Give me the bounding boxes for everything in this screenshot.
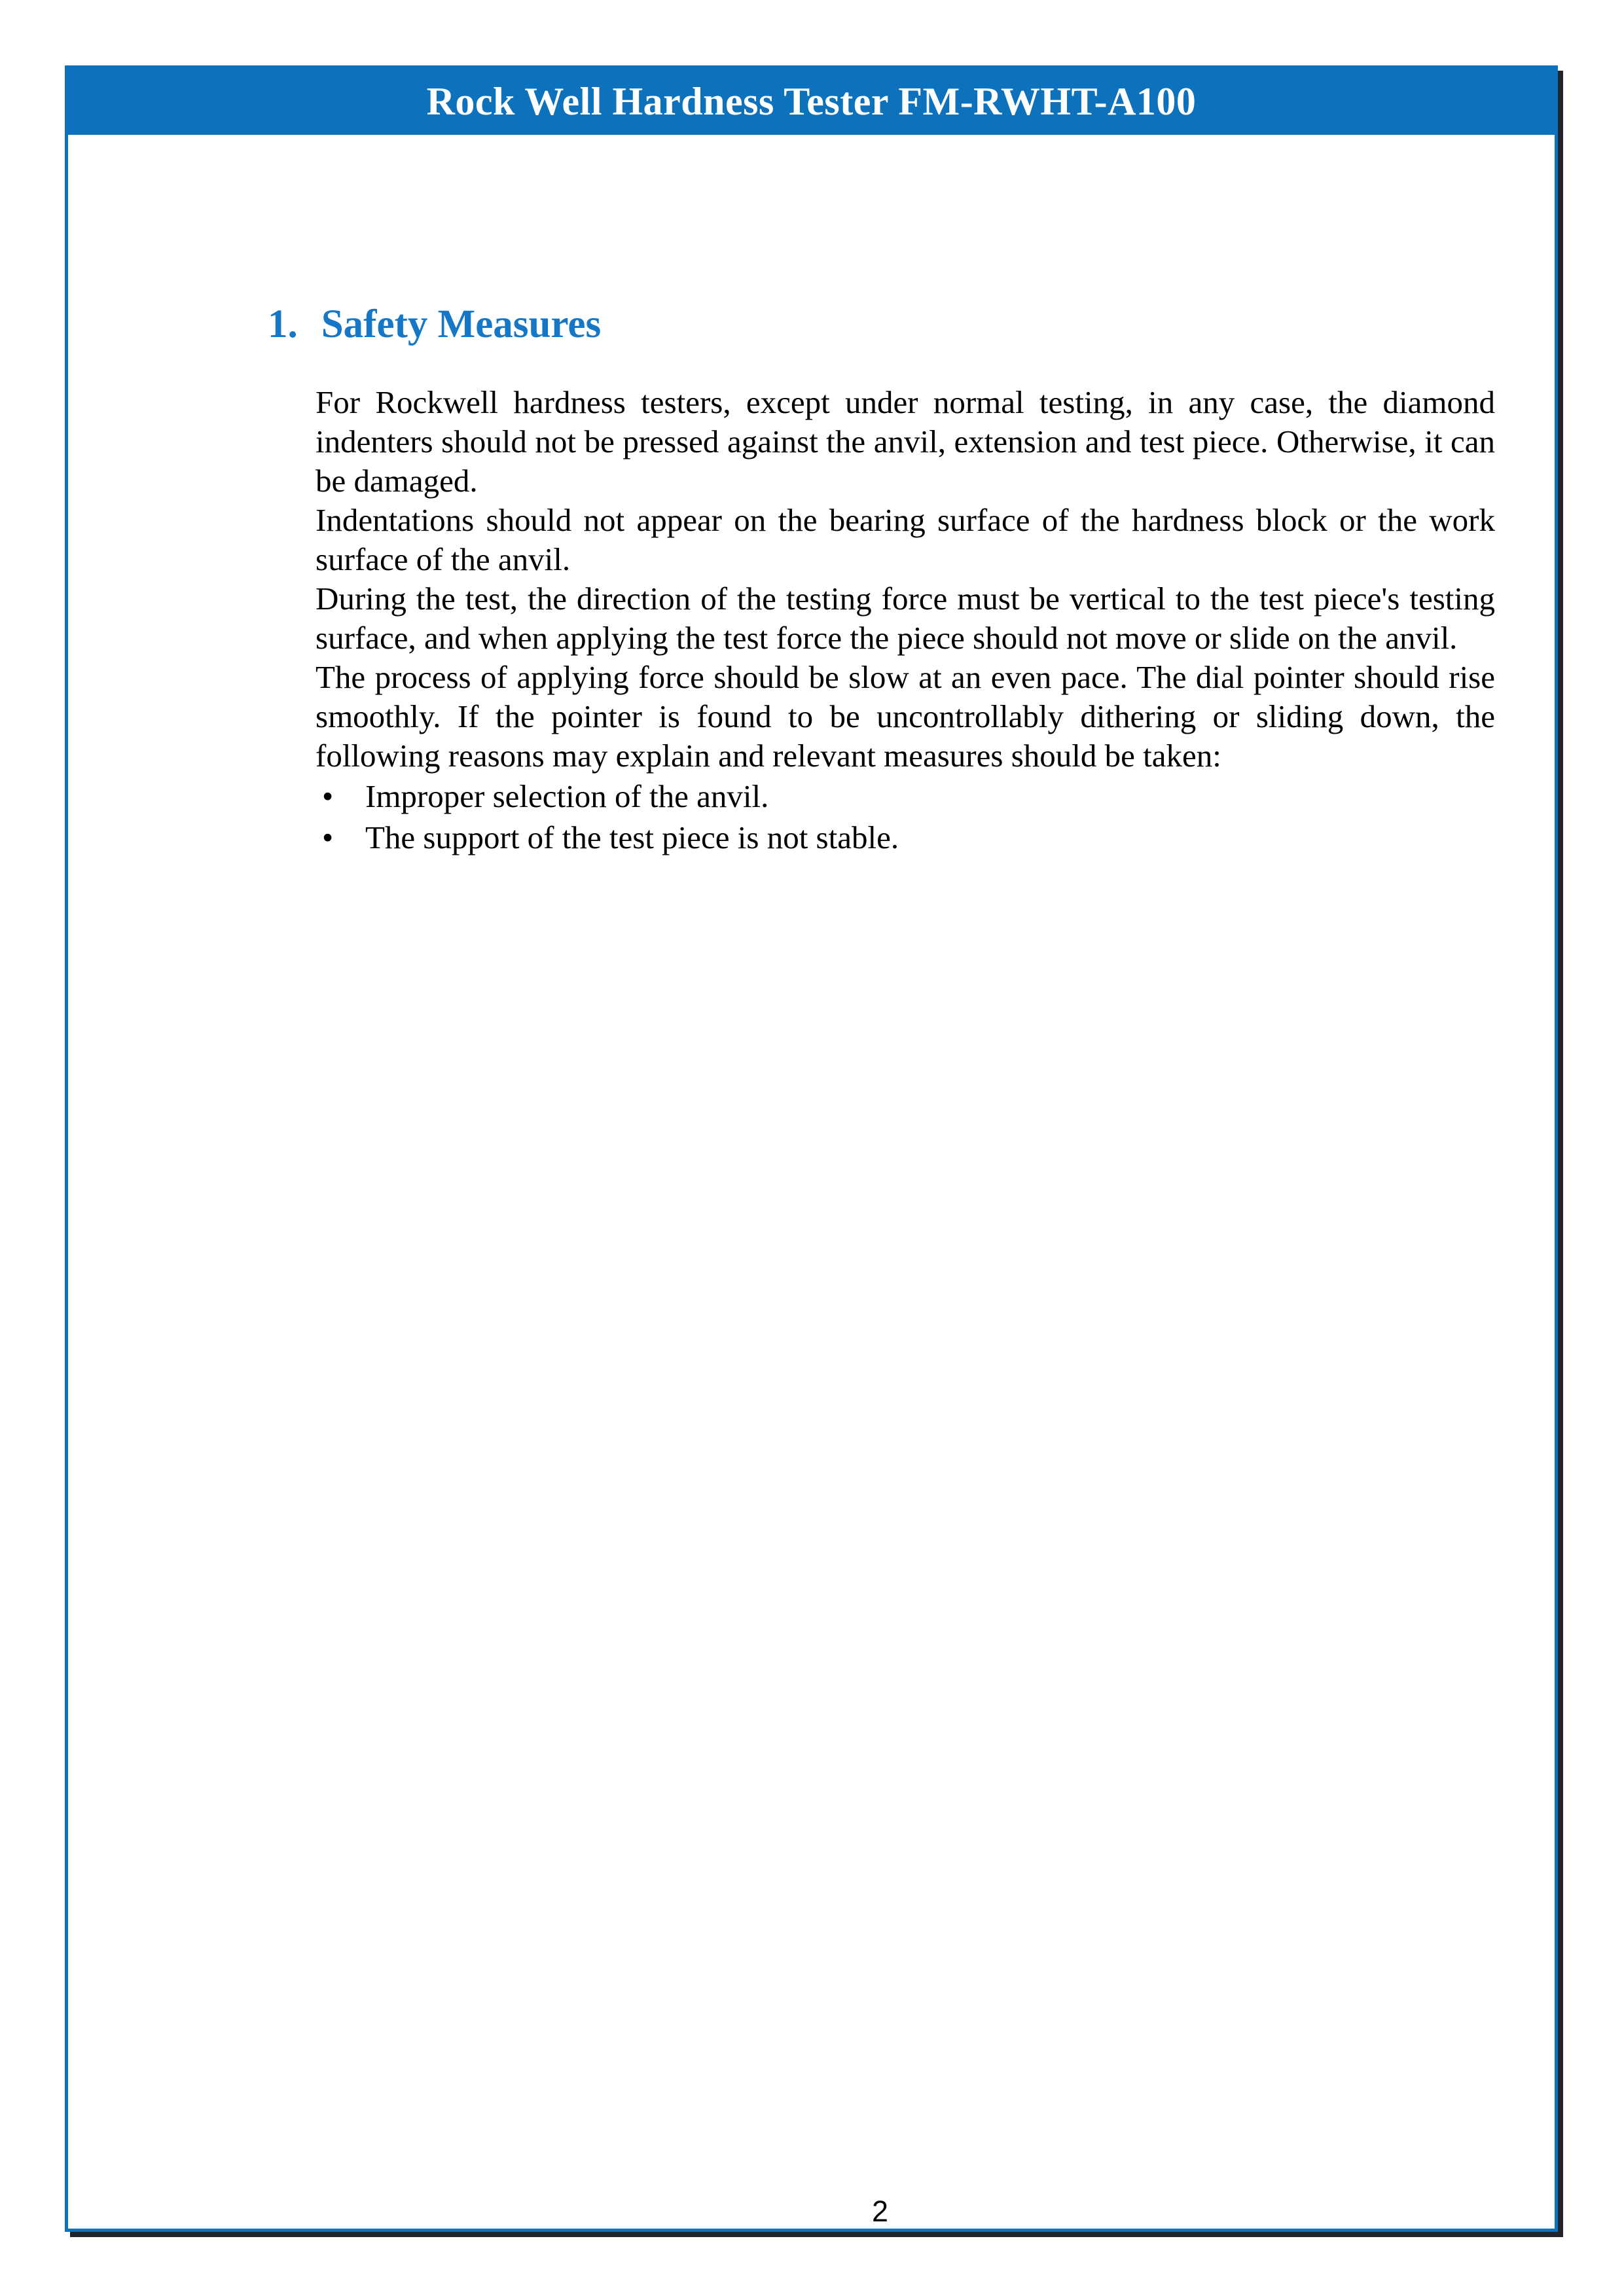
paragraph: The process of applying force should be slow at an even pace. The dial pointer should rise smoothly. If the pointer is found to be uncontrollably dithering or sliding down, the following reasons may explain and relevant measures should be taken: [316, 659, 1495, 774]
body-text [316, 383, 1495, 858]
section-title: Safety Measures [321, 302, 602, 346]
bullet-icon: • [322, 819, 334, 855]
list-item-text: The support of the test piece is not stable. [365, 819, 899, 855]
list-item [316, 776, 1495, 817]
list-item [316, 817, 1495, 858]
section-number: 1. [268, 302, 298, 346]
page-number: 2 [871, 2195, 889, 2228]
bullet-icon: • [322, 778, 334, 814]
paragraph: During the test, the direction of the testing force must be vertical to the test piece's testing surface, and when applying the test force the piece should not move or slide on the anvil. [316, 581, 1495, 656]
document-title: Rock Well Hardness Tester FM-RWHT-A100 [426, 80, 1197, 123]
list-item-text: Improper selection of the anvil. [365, 778, 769, 814]
document-header-bar [68, 69, 1555, 135]
section-heading [268, 304, 601, 344]
paragraph: For Rockwell hardness testers, except under normal testing, in any case, the diamond indenters should not be pressed against the anvil, extension and test piece. Otherwise, it can be damaged. [316, 384, 1495, 499]
paragraph: Indentations should not appear on the bearing surface of the hardness block or the work surface of the anvil. [316, 502, 1495, 577]
page-border-frame [65, 65, 1558, 2232]
